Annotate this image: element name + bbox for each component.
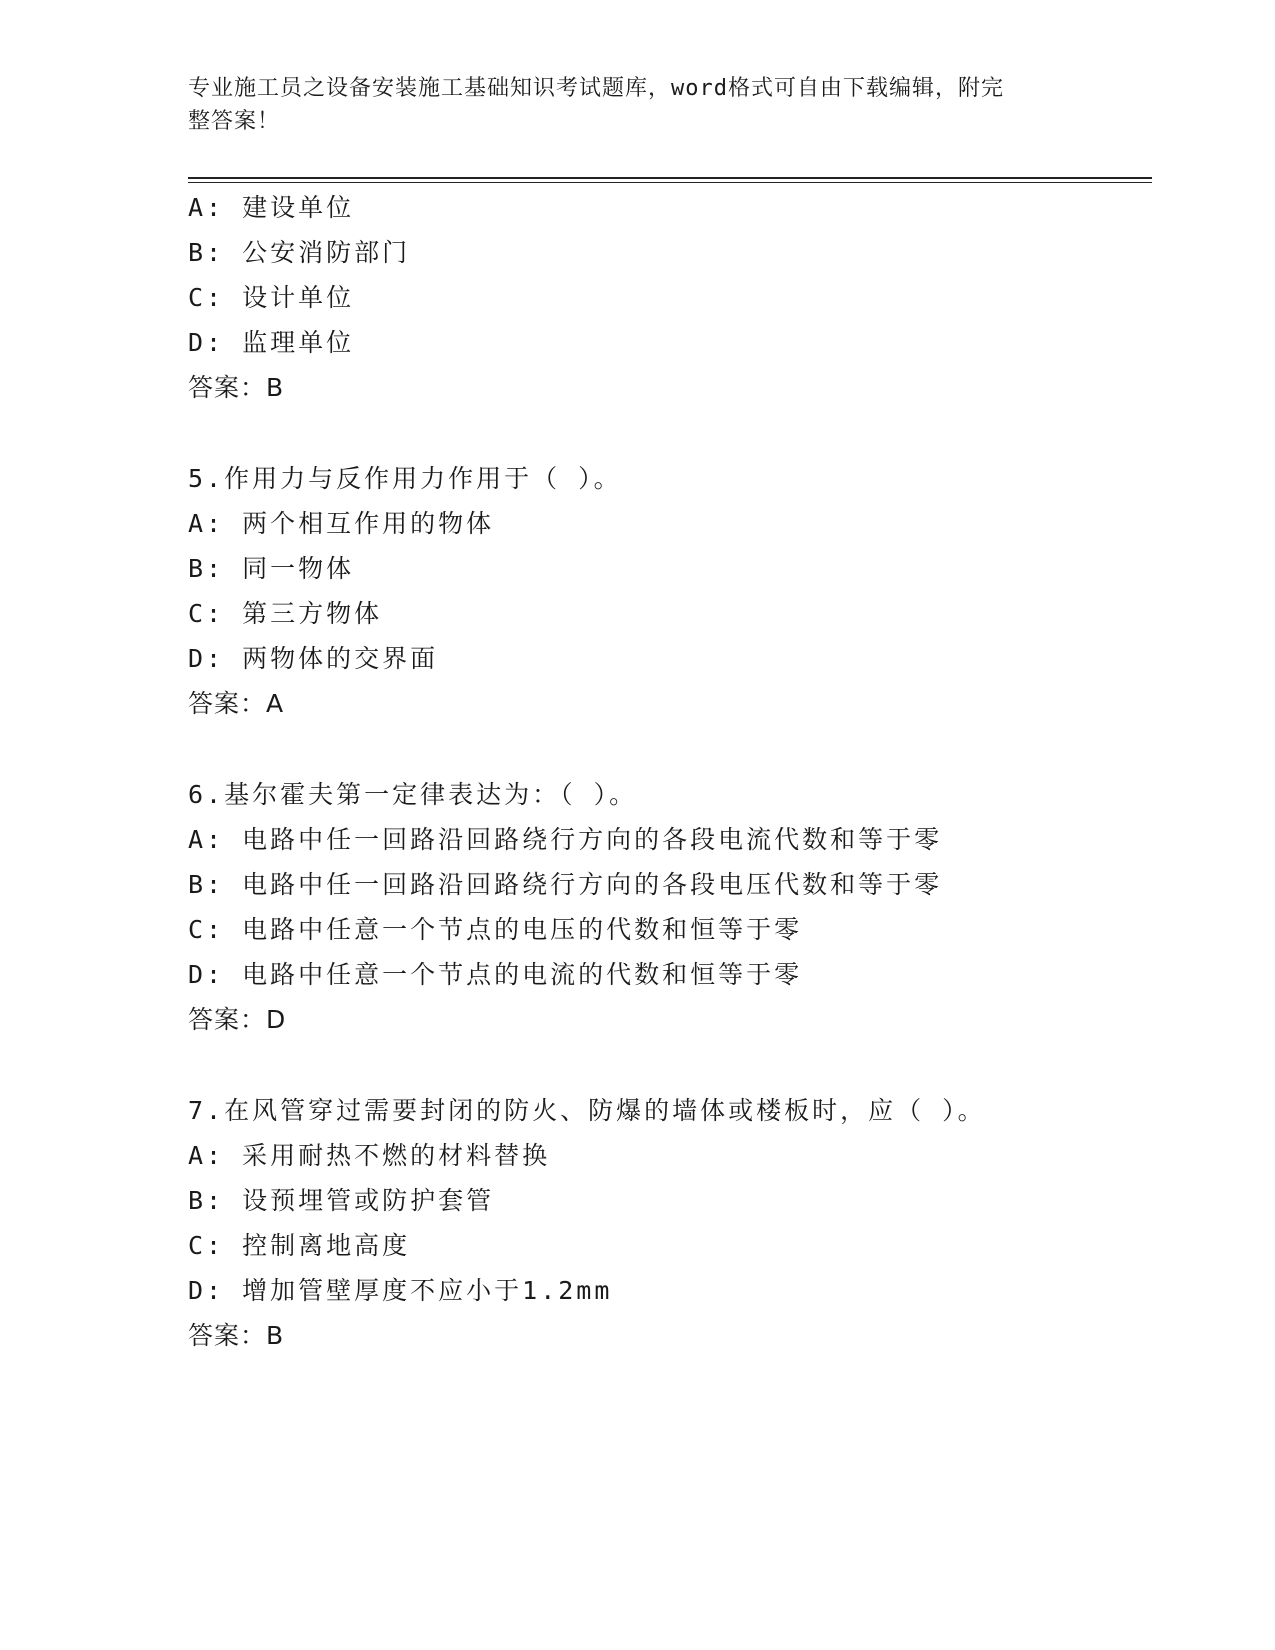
q5-answer: 答案：A (188, 689, 285, 718)
q6-option-d: D: 电路中任意一个节点的电流的代数和恒等于零 (188, 960, 803, 989)
q7-option-d: D: 增加管壁厚度不应小于1.2mm (188, 1276, 613, 1305)
q4-option-a: A: 建设单位 (188, 193, 355, 222)
q5-question: 5.作用力与反作用力作用于（ ）。 (188, 464, 622, 493)
header-divider-thick (188, 177, 1152, 179)
q4-option-b: B: 公安消防部门 (188, 238, 411, 267)
q7-option-c: C: 控制离地高度 (188, 1231, 411, 1260)
q7-question: 7.在风管穿过需要封闭的防火、防爆的墙体或楼板时，应（ ）。 (188, 1096, 986, 1125)
q7-option-b: B: 设预埋管或防护套管 (188, 1186, 495, 1215)
document-header (188, 72, 1068, 138)
q7-answer: 答案：B (188, 1321, 285, 1350)
q5-option-d: D: 两物体的交界面 (188, 644, 439, 673)
q5-option-c: C: 第三方物体 (188, 599, 383, 628)
header-line-2: 整答案！ (188, 109, 281, 134)
header-divider-thin (188, 182, 1152, 183)
header-line-1: 专业施工员之设备安装施工基础知识考试题库，word格式可自由下载编辑，附完 (188, 76, 1004, 101)
q6-option-c: C: 电路中任意一个节点的电压的代数和恒等于零 (188, 915, 803, 944)
q5-option-b: B: 同一物体 (188, 554, 355, 583)
q6-question: 6.基尔霍夫第一定律表达为：（ ）。 (188, 780, 638, 809)
q4-option-d: D: 监理单位 (188, 328, 355, 357)
q4-option-c: C: 设计单位 (188, 283, 355, 312)
q6-option-a: A: 电路中任一回路沿回路绕行方向的各段电流代数和等于零 (188, 825, 943, 854)
q5-option-a: A: 两个相互作用的物体 (188, 509, 495, 538)
q7-option-a: A: 采用耐热不燃的材料替换 (188, 1141, 551, 1170)
q6-option-b: B: 电路中任一回路沿回路绕行方向的各段电压代数和等于零 (188, 870, 943, 899)
q6-answer: 答案：D (188, 1005, 287, 1034)
q4-answer: 答案：B (188, 373, 285, 402)
